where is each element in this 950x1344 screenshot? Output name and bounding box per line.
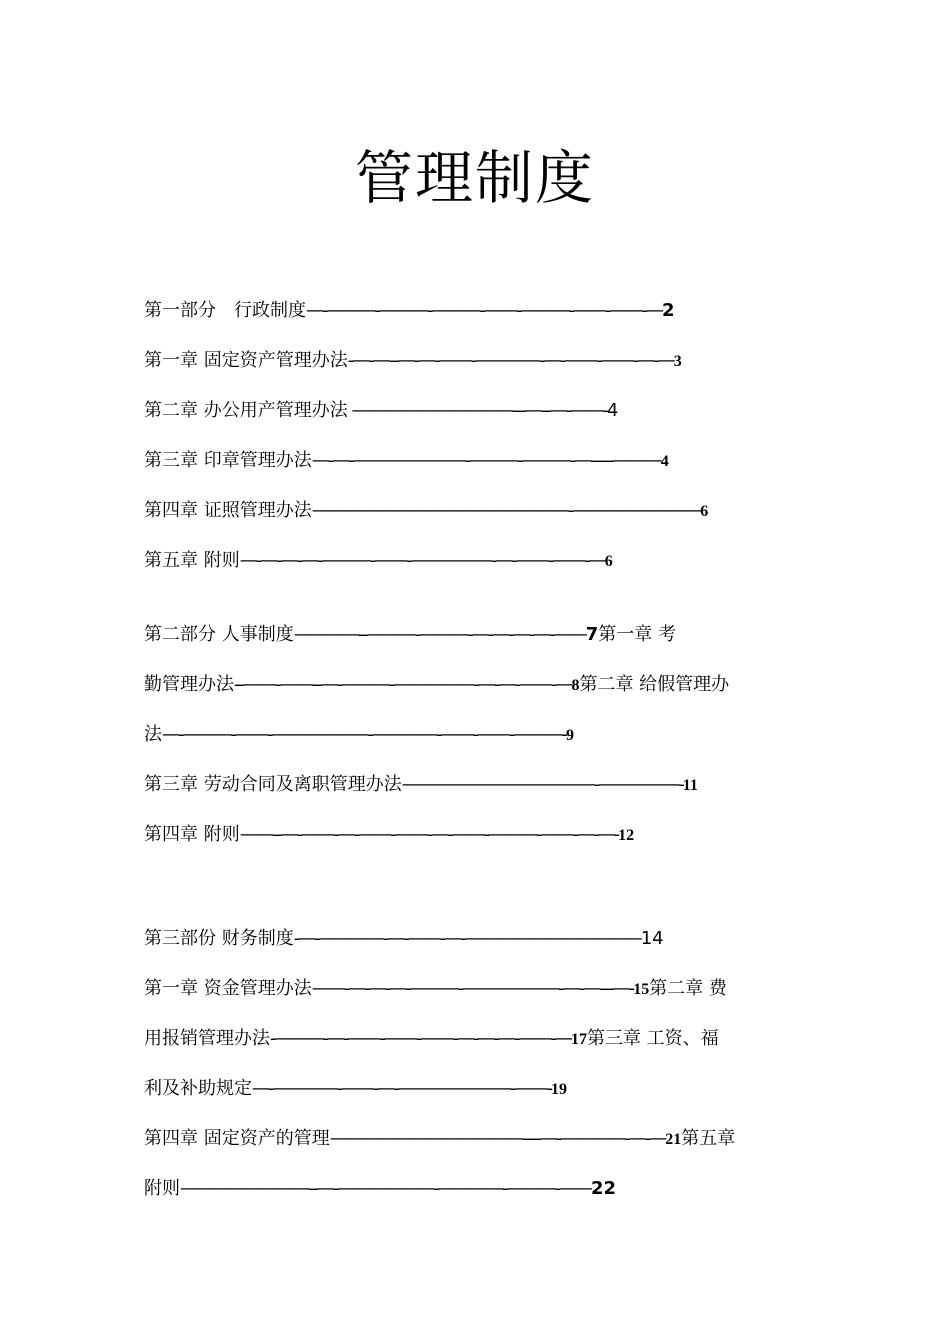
toc-entry [144, 498, 814, 525]
toc-label: 第二章 办公用产管理办法 [144, 400, 348, 421]
toc-page-number: 4 [606, 400, 619, 421]
toc-label: 第四章 附则 [144, 824, 240, 845]
toc-leader: ————————--—-——————-————-———-—— [180, 1178, 591, 1199]
toc-label: 第三部份 财务制度 [144, 928, 294, 949]
toc-entry [144, 348, 814, 375]
toc-label: 第五章 附则 [144, 550, 240, 571]
toc-entry [144, 398, 814, 424]
toc-page-number: 3 [673, 353, 682, 370]
toc-leader: —-———-——-——————-————-——-——-———- [162, 724, 566, 745]
toc-label: 利及补助规定 [144, 1078, 252, 1099]
toc-label: 第一章 固定资产管理办法 [144, 350, 348, 371]
document-title: 管理制度 [354, 144, 595, 212]
toc-label: 第一部分 行政制度 [144, 300, 306, 321]
toc-leader: ——-—-—-—-———-——————-—-—---—- [311, 978, 634, 999]
toc-page-number: 17 [570, 1031, 587, 1048]
toc-page-number: 6 [700, 503, 709, 520]
toc-leader: —-—-———————-———-———-—-----——— [311, 450, 661, 471]
toc-entry [144, 672, 814, 699]
toc-label: 第二部分 人事制度 [144, 624, 294, 645]
toc-label: 法 [144, 724, 162, 745]
toc-page-number: 12 [618, 827, 635, 844]
toc-leader: -—-————-—-——-—-——————————— [293, 928, 641, 949]
toc-leader: —-————-——-—-———————-——- [252, 1078, 551, 1099]
toc-label: 勤管理办法 [144, 674, 234, 695]
toc-entry [144, 772, 814, 799]
toc-entry [144, 1026, 814, 1053]
toc-leader: ————————————-—————- [401, 774, 683, 795]
toc-page-number: 11 [682, 777, 698, 794]
toc-leader: --——-——--—-———-—————-—-—-——-— [234, 674, 572, 695]
toc-entry [144, 622, 814, 648]
toc-entry [144, 1076, 814, 1103]
toc-entry [144, 722, 814, 749]
toc-page-number: 9 [565, 727, 574, 744]
toc-continuation: 第五章 [681, 1128, 736, 1149]
toc-label: 附则 [144, 1178, 180, 1199]
toc-leader: ——————————---—--—-——- [347, 400, 607, 421]
toc-page-number: 8 [571, 677, 580, 694]
toc-label: 第一章 资金管理办法 [144, 978, 312, 999]
toc-leader: —-———-———-———-——-———-——-——-— [306, 300, 662, 321]
toc-page-number: 21 [665, 1131, 682, 1148]
toc-entry [144, 1176, 814, 1202]
toc-label: 第三章 劳动合同及离职管理办法 [144, 774, 402, 795]
toc-continuation: 第三章 工资、福 [586, 1028, 719, 1049]
toc-page-number: 22 [590, 1178, 617, 1199]
toc-page-number: 19 [550, 1081, 567, 1098]
toc-page-number: 4 [660, 453, 669, 470]
toc-leader: —-—-—-—-———-——-—————-—-——-——-— [239, 550, 605, 571]
toc-page-number: 6 [604, 553, 613, 570]
toc-leader: -—-—--—-—-——-————-—-——-——-—-— [347, 350, 674, 371]
toc-continuation: 第二章 费 [649, 978, 727, 999]
toc-leader: -———-—-——-——-——-—-—-—-——-— [270, 1028, 571, 1049]
toc-leader: ————————————----—-————-—-— [329, 1128, 666, 1149]
toc-entry [144, 448, 814, 475]
toc-entry [144, 548, 814, 575]
toc-page-number: 14 [640, 928, 664, 949]
toc-entry [144, 926, 814, 952]
toc-entry [144, 298, 814, 324]
toc-label: 第三章 印章管理办法 [144, 450, 312, 471]
toc-entry [144, 822, 814, 849]
toc-entry [144, 976, 814, 1003]
toc-label: 第四章 固定资产的管理 [144, 1128, 330, 1149]
toc-continuation: 第二章 给假管理办 [579, 674, 730, 695]
toc-label: 第四章 证照管理办法 [144, 500, 312, 521]
toc-page-number: 15 [633, 981, 650, 998]
toc-leader: ————--———-———-—-—-—-—-—— [293, 624, 586, 645]
toc-page-number: 7 [585, 624, 599, 645]
toc-leader: ————————————————-———————— [311, 500, 701, 521]
toc-label: 用报销管理办法 [144, 1028, 270, 1049]
toc-leader: ——--—-——-—-——-——-—-——-———-——-—-—- [239, 824, 619, 845]
toc-continuation: 第一章 考 [598, 624, 676, 645]
toc-entry [144, 1126, 814, 1153]
toc-page-number: 2 [661, 300, 675, 321]
